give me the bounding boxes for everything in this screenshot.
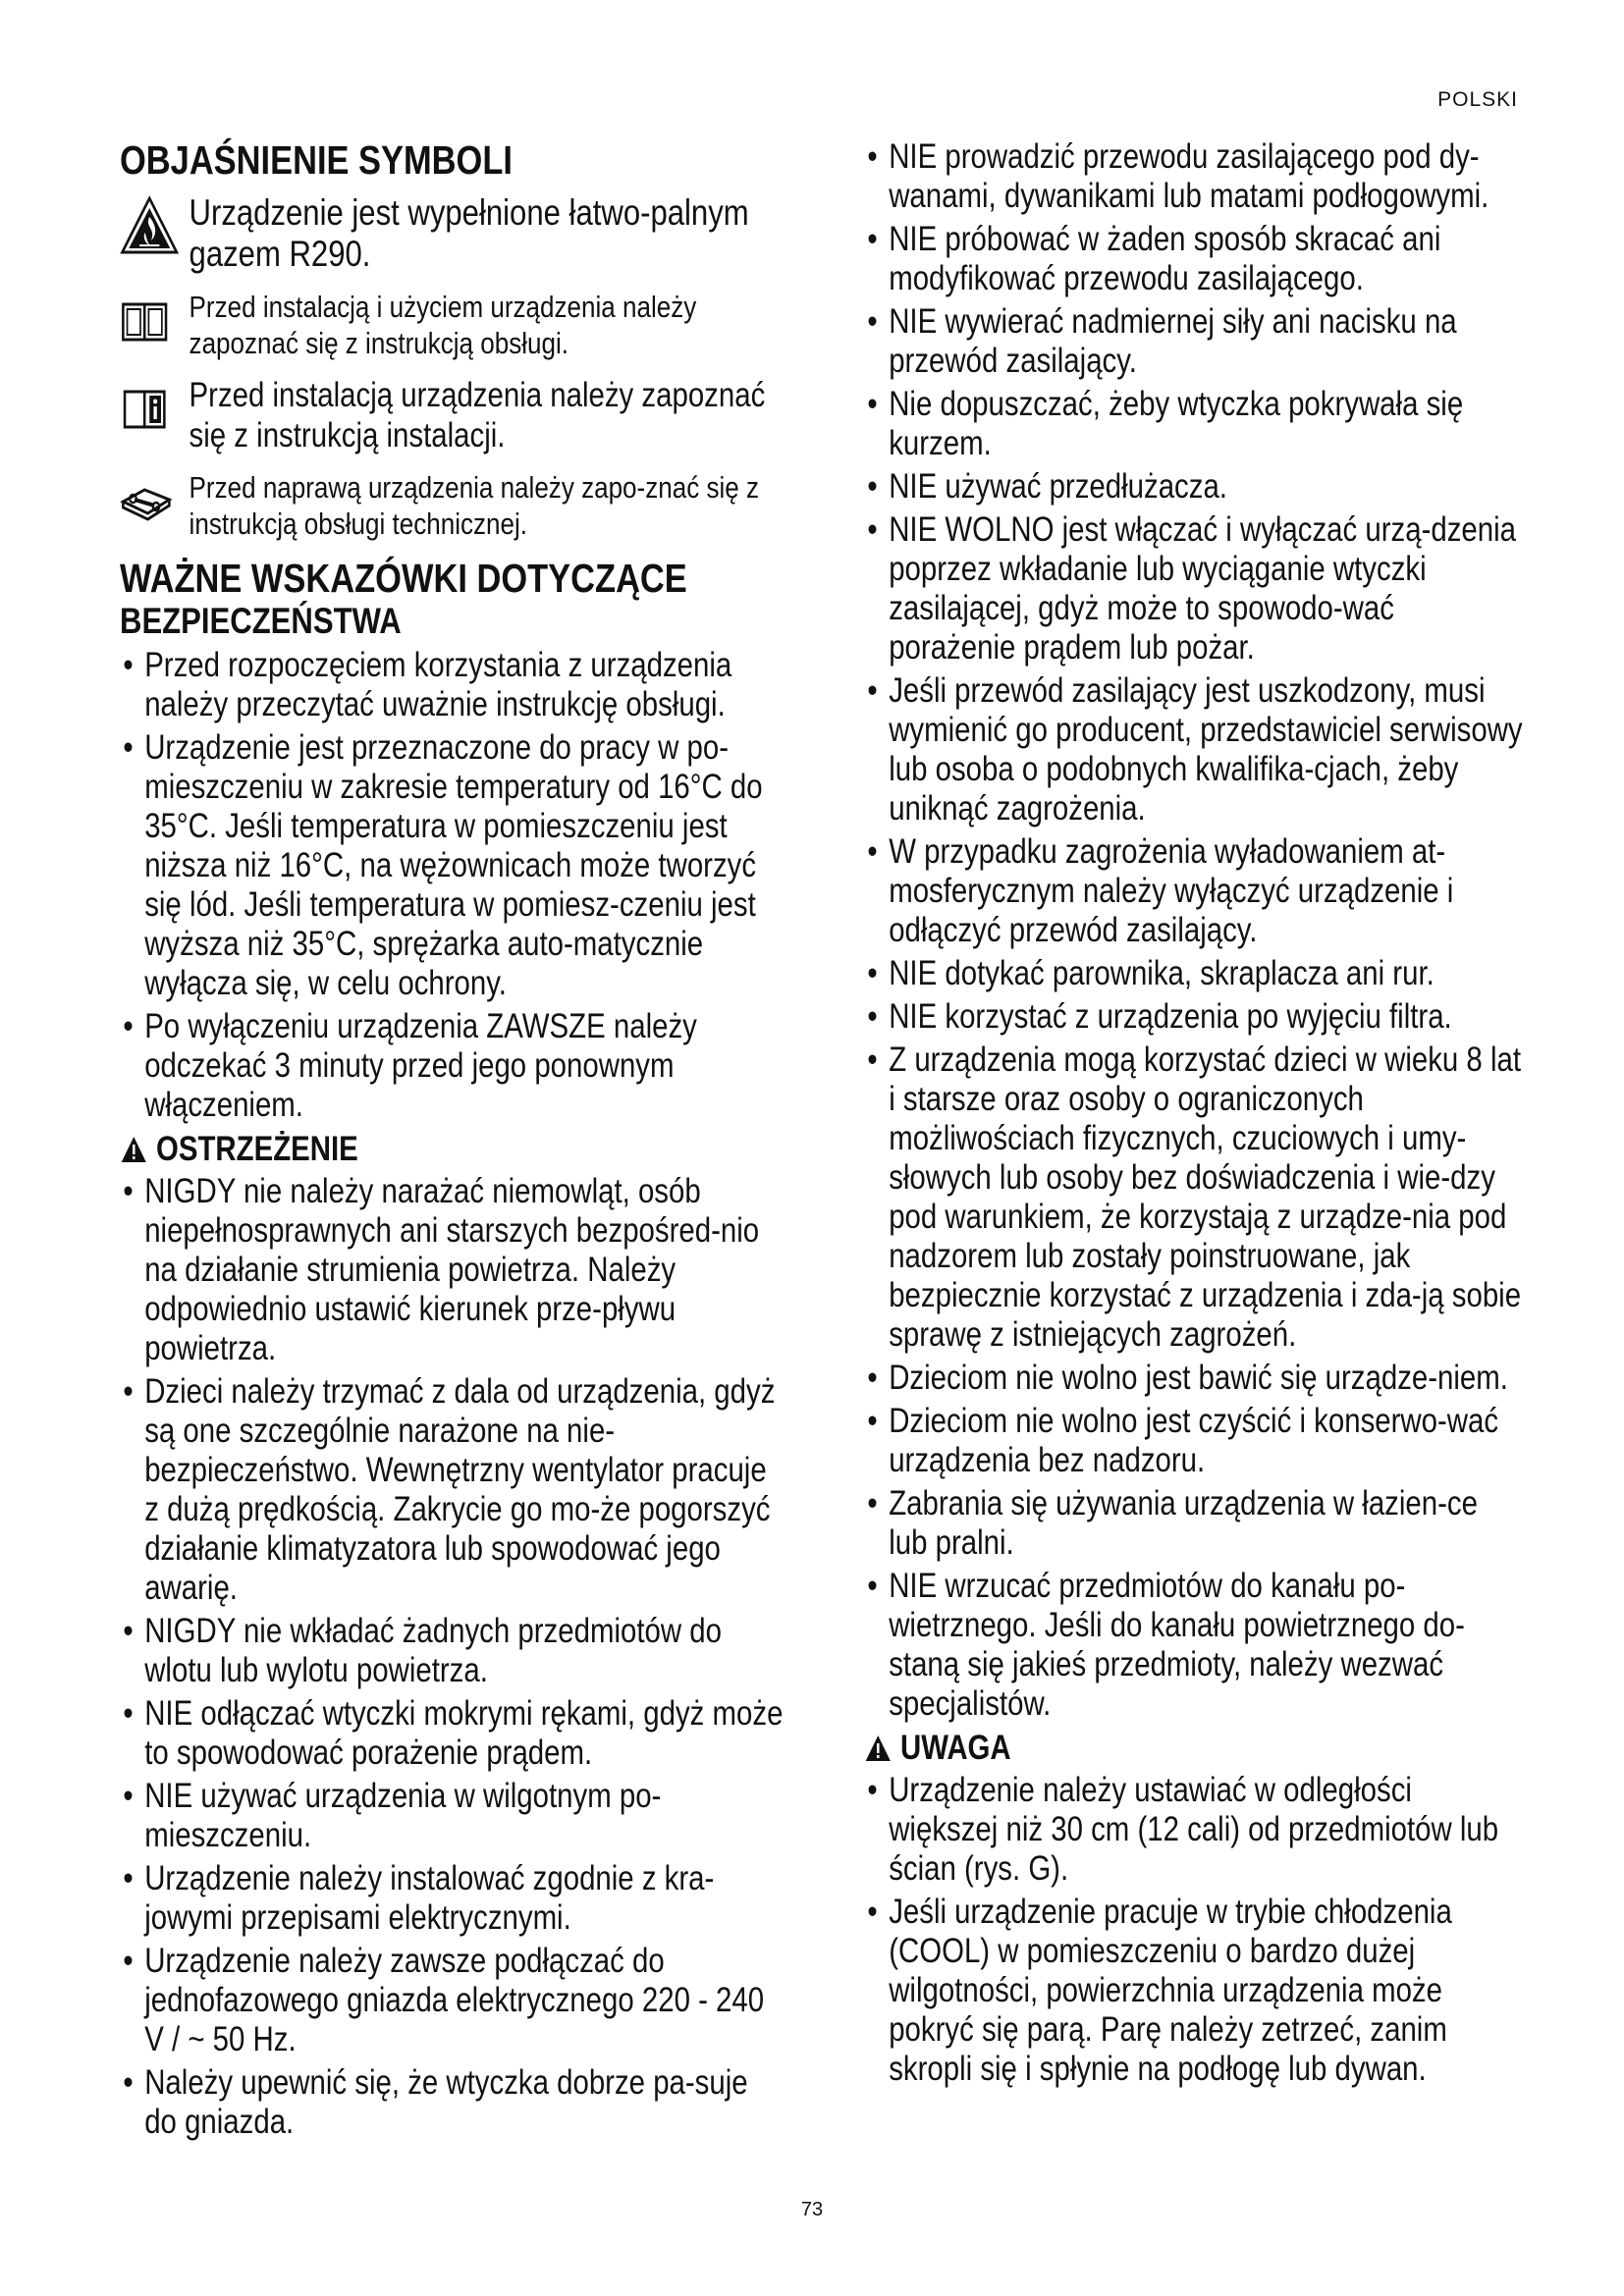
list-item: • Nie dopuszczać, żeby wtyczka pokrywała się kurzem.	[864, 385, 1524, 463]
symbol-item-manual	[120, 289, 787, 361]
symbol-text-manual: Przed instalacją i użyciem urządzenia należy zapoznać się z instrukcją obsługi.	[189, 290, 697, 360]
warning-list-right	[864, 137, 1524, 1724]
symbol-text-installation: Przed instalacją urządzenia należy zapoznać się z instrukcją instalacji.	[189, 376, 766, 454]
list-item: • Urządzenie należy zawsze podłączać do jednofazowego gniazda elektrycznego 220 - 240 V / ~ 50 Hz.	[120, 1942, 787, 2059]
left-column-content	[120, 137, 787, 2142]
list-item: • NIE wywierać nadmiernej siły ani nacisku na przewód zasilający.	[864, 302, 1524, 381]
symbol-item-flammable	[120, 192, 787, 275]
list-item: • Dzieci należy trzymać z dala od urządzenia, gdyż są one szczególnie narażone na nie-bezpieczeństwo. Wewnętrzny wentylator pracuje z dużą prędkością. Zakrycie go mo-że pogorszyć działanie klimatyzatora lub spowodować jego awarię.	[120, 1372, 787, 1608]
list-item: • NIE używać urządzenia w wilgotnym po-mieszczeniu.	[120, 1777, 787, 1855]
list-item: • Należy upewnić się, że wtyczka dobrze pa-suje do gniazda.	[120, 2063, 787, 2142]
caution-heading	[864, 1728, 1524, 1769]
safety-title: WAŻNE WSKAZÓWKI DOTYCZĄCE	[120, 556, 687, 601]
list-item: • Jeśli przewód zasilający jest uszkodzony, musi wymienić go producent, przedstawiciel serwisowy lub osoba o podobnych kwalifika-cjach, żeby uniknąć zagrożenia.	[864, 671, 1524, 828]
left-column	[120, 137, 787, 2146]
installation-manual-icon	[120, 375, 189, 442]
right-column-content	[864, 137, 1524, 2089]
symbol-item-installation	[120, 375, 787, 455]
list-item: • NIE WOLNO jest włączać i wyłączać urzą-dzenia poprzez wkładanie lub wyciąganie wtyczki zasilającej, gdyż może to spowodo-wać porażenie prądem lub pożar.	[864, 510, 1524, 667]
safety-list	[120, 646, 787, 1125]
list-item: • NIGDY nie należy narażać niemowląt, osób niepełnosprawnych ani starszych bezpośred-nio na działanie strumienia powietrza. Należy odpowiednio ustawić kierunek prze-pływu powietrza.	[120, 1172, 787, 1368]
symbol-text-service: Przed naprawą urządzenia należy zapo-znać się z instrukcją obsługi technicznej.	[189, 470, 759, 541]
list-item: • Jeśli urządzenie pracuje w trybie chłodzenia (COOL) w pomieszczeniu o bardzo dużej wilgotności, powierzchnia urządzenia może pokryć się parą. Parę należy zetrzeć, zanim skropli się i spłynie na podłogę lub dywan.	[864, 1893, 1524, 2089]
list-item: • NIE próbować w żaden sposób skracać ani modyfikować przewodu zasilającego.	[864, 220, 1524, 298]
list-item: • NIE dotykać parownika, skraplacza ani rur.	[864, 954, 1524, 993]
list-item: • Urządzenie należy instalować zgodnie z kra-jowymi przepisami elektrycznymi.	[120, 1859, 787, 1938]
language-label: POLSKI	[1437, 88, 1518, 111]
symbol-item-service	[120, 469, 787, 542]
list-item: • Przed rozpoczęciem korzystania z urządzenia należy przeczytać uważnie instrukcję obsługi.	[120, 646, 787, 724]
list-item: • Urządzenie jest przeznaczone do pracy w po-mieszczeniu w zakresie temperatury od 16°C do 35°C. Jeśli temperatura w pomieszczeniu jest niższa niż 16°C, na wężownicach może tworzyć się lód. Jeśli temperatura w pomiesz-czeniu jest wyższa niż 35°C, sprężarka auto-matycznie wyłącza się, w celu ochrony.	[120, 728, 787, 1003]
warning-list-left	[120, 1172, 787, 2142]
list-item: • NIE korzystać z urządzenia po wyjęciu filtra.	[864, 997, 1524, 1037]
list-item: • Po wyłączeniu urządzenia ZAWSZE należy odczekać 3 minuty przed jego ponownym włączeniem.	[120, 1007, 787, 1125]
safety-subtitle: BEZPIECZEŃSTWA	[120, 601, 402, 641]
page-number: 73	[800, 2199, 824, 2220]
symbol-text-flammable: Urządzenie jest wypełnione łatwo-palnym gazem R290.	[189, 192, 749, 274]
warning-title: OSTRZEŻENIE	[155, 1130, 358, 1168]
list-item: • W przypadku zagrożenia wyładowaniem at-mosferycznym należy wyłączyć urządzenie i odłączyć przewód zasilający.	[864, 832, 1524, 950]
list-item: • NIE używać przedłużacza.	[864, 467, 1524, 507]
warning-triangle-icon	[120, 1135, 148, 1164]
list-item: • Urządzenie należy ustawiać w odległości większej niż 30 cm (12 cali) od przedmiotów lub ścian (rys. G).	[864, 1771, 1524, 1889]
list-item: • NIE wrzucać przedmiotów do kanału po-wietrznego. Jeśli do kanału powietrznego do-staną się jakieś przedmioty, należy wezwać specjalistów.	[864, 1567, 1524, 1724]
caution-list	[864, 1771, 1524, 2089]
symbols-title: OBJAŚNIENIE SYMBOLI	[120, 137, 513, 183]
list-item: • Z urządzenia mogą korzystać dzieci w wieku 8 lat i starsze oraz osoby o ograniczonych możliwościach fizycznych, czuciowych i umy-słowych lub osoby bez doświadczenia i wie-dzy pod warunkiem, że korzystają z urządze-nia pod nadzorem lub zostały poinstruowane, jak bezpiecznie korzystać z urządzenia i zda-ją sobie sprawę z istniejących zagrożeń.	[864, 1041, 1524, 1355]
list-item: • Dzieciom nie wolno jest bawić się urządze-niem.	[864, 1359, 1524, 1398]
symbols-list	[120, 192, 787, 542]
warning-triangle-icon	[864, 1734, 893, 1763]
list-item: • Dzieciom nie wolno jest czyścić i konserwo-wać urządzenia bez nadzoru.	[864, 1402, 1524, 1480]
list-item: • Zabrania się używania urządzenia w łazien-ce lub pralni.	[864, 1484, 1524, 1563]
manual-book-icon	[120, 289, 189, 355]
list-item: • NIE prowadzić przewodu zasilającego pod dy-wanami, dywanikami lub matami podłogowymi.	[864, 137, 1524, 216]
flammable-gas-icon	[120, 192, 189, 259]
right-column	[864, 137, 1524, 2093]
warning-heading	[120, 1129, 787, 1170]
service-manual-icon	[120, 469, 189, 536]
caution-title: UWAGA	[899, 1729, 1011, 1767]
list-item: • NIGDY nie wkładać żadnych przedmiotów do wlotu lub wylotu powietrza.	[120, 1612, 787, 1690]
list-item: • NIE odłączać wtyczki mokrymi rękami, gdyż może to spowodować porażenie prądem.	[120, 1694, 787, 1773]
